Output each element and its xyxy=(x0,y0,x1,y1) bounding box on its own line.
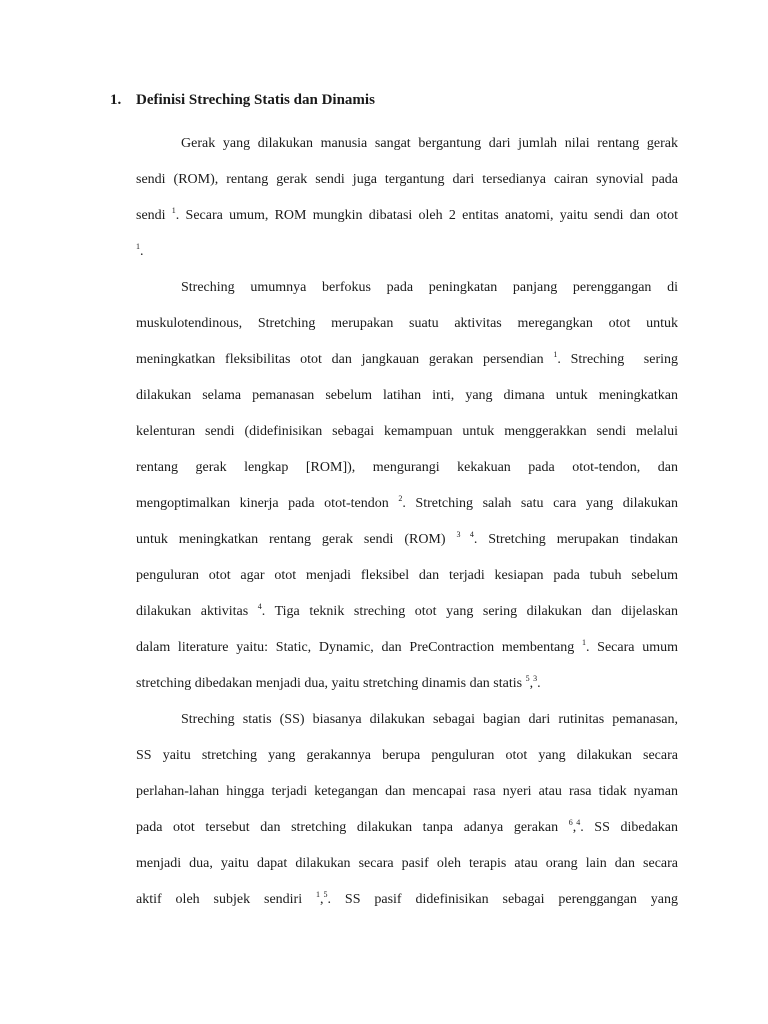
body-text xyxy=(136,126,678,918)
text-line: sendi (ROM), rentang gerak sendi juga tergantung dari tersedianya cairan synovial pada xyxy=(136,172,678,187)
text-line: dilakukan aktivitas $^4$. Tiga teknik streching otot yang sering dilakukan dan dijelaskan xyxy=(136,602,678,619)
section-title: Definisi Streching Statis dan Dinamis xyxy=(136,92,375,108)
text-line: stretching dibedakan menjadi dua, yaitu stretching dinamis dan statis $^5$,$^3$. xyxy=(136,674,541,691)
text-line: meningkatkan fleksibilitas otot dan jangkauan gerakan persendian $^1$. Streching sering xyxy=(136,350,678,367)
text-line: $^1$. xyxy=(136,242,144,259)
text-line: dalam literature yaitu: Static, Dynamic, dan PreContraction membentang $^1$. Secara umum xyxy=(136,638,678,655)
text-line: pada otot tersebut dan stretching dilakukan tanpa adanya gerakan $^6$,$^4$. SS dibedakan xyxy=(136,818,678,835)
text-line: aktif oleh subjek sendiri $^1$,$^5$. SS pasif didefinisikan sebagai perenggangan yang xyxy=(136,890,678,907)
text-line: menjadi dua, yaitu dapat dilakukan secara pasif oleh terapis atau orang lain dan secara xyxy=(136,856,678,871)
text-line: Streching statis (SS) biasanya dilakukan sebagai bagian dari rutinitas pemanasan, xyxy=(181,712,678,727)
section-number: 1. xyxy=(110,92,122,108)
text-line: Streching umumnya berfokus pada peningkatan panjang perenggangan di xyxy=(181,280,678,295)
text-line: kelenturan sendi (didefinisikan sebagai kemampuan untuk menggerakkan sendi melalui xyxy=(136,424,678,439)
text-line: SS yaitu stretching yang gerakannya berupa penguluran otot yang dilakukan secara xyxy=(136,748,678,763)
text-line: untuk meningkatkan rentang gerak sendi (ROM) $^{3 4}$. Stretching merupakan tindakan xyxy=(136,530,679,547)
text-line: Gerak yang dilakukan manusia sangat bergantung dari jumlah nilai rentang gerak xyxy=(181,136,678,151)
text-line: mengoptimalkan kinerja pada otot-tendon $^2$. Stretching salah satu cara yang dilakukan xyxy=(136,494,678,511)
section-heading xyxy=(110,92,375,109)
text-line: rentang gerak lengkap [ROM]), mengurangi kekakuan pada otot-tendon, dan xyxy=(136,460,678,475)
text-line: penguluran otot agar otot menjadi fleksibel dan terjadi kesiapan pada tubuh sebelum xyxy=(136,568,678,583)
text-line: dilakukan selama pemanasan sebelum latihan inti, yang dimana untuk meningkatkan xyxy=(136,388,678,403)
text-line: sendi $^1$. Secara umum, ROM mungkin dibatasi oleh 2 entitas anatomi, yaitu sendi dan otot xyxy=(136,206,678,223)
text-line: muskulotendinous, Stretching merupakan suatu aktivitas meregangkan otot untuk xyxy=(136,316,678,331)
text-line: perlahan-lahan hingga terjadi ketegangan dan mencapai rasa nyeri atau rasa tidak nyaman xyxy=(136,784,678,799)
